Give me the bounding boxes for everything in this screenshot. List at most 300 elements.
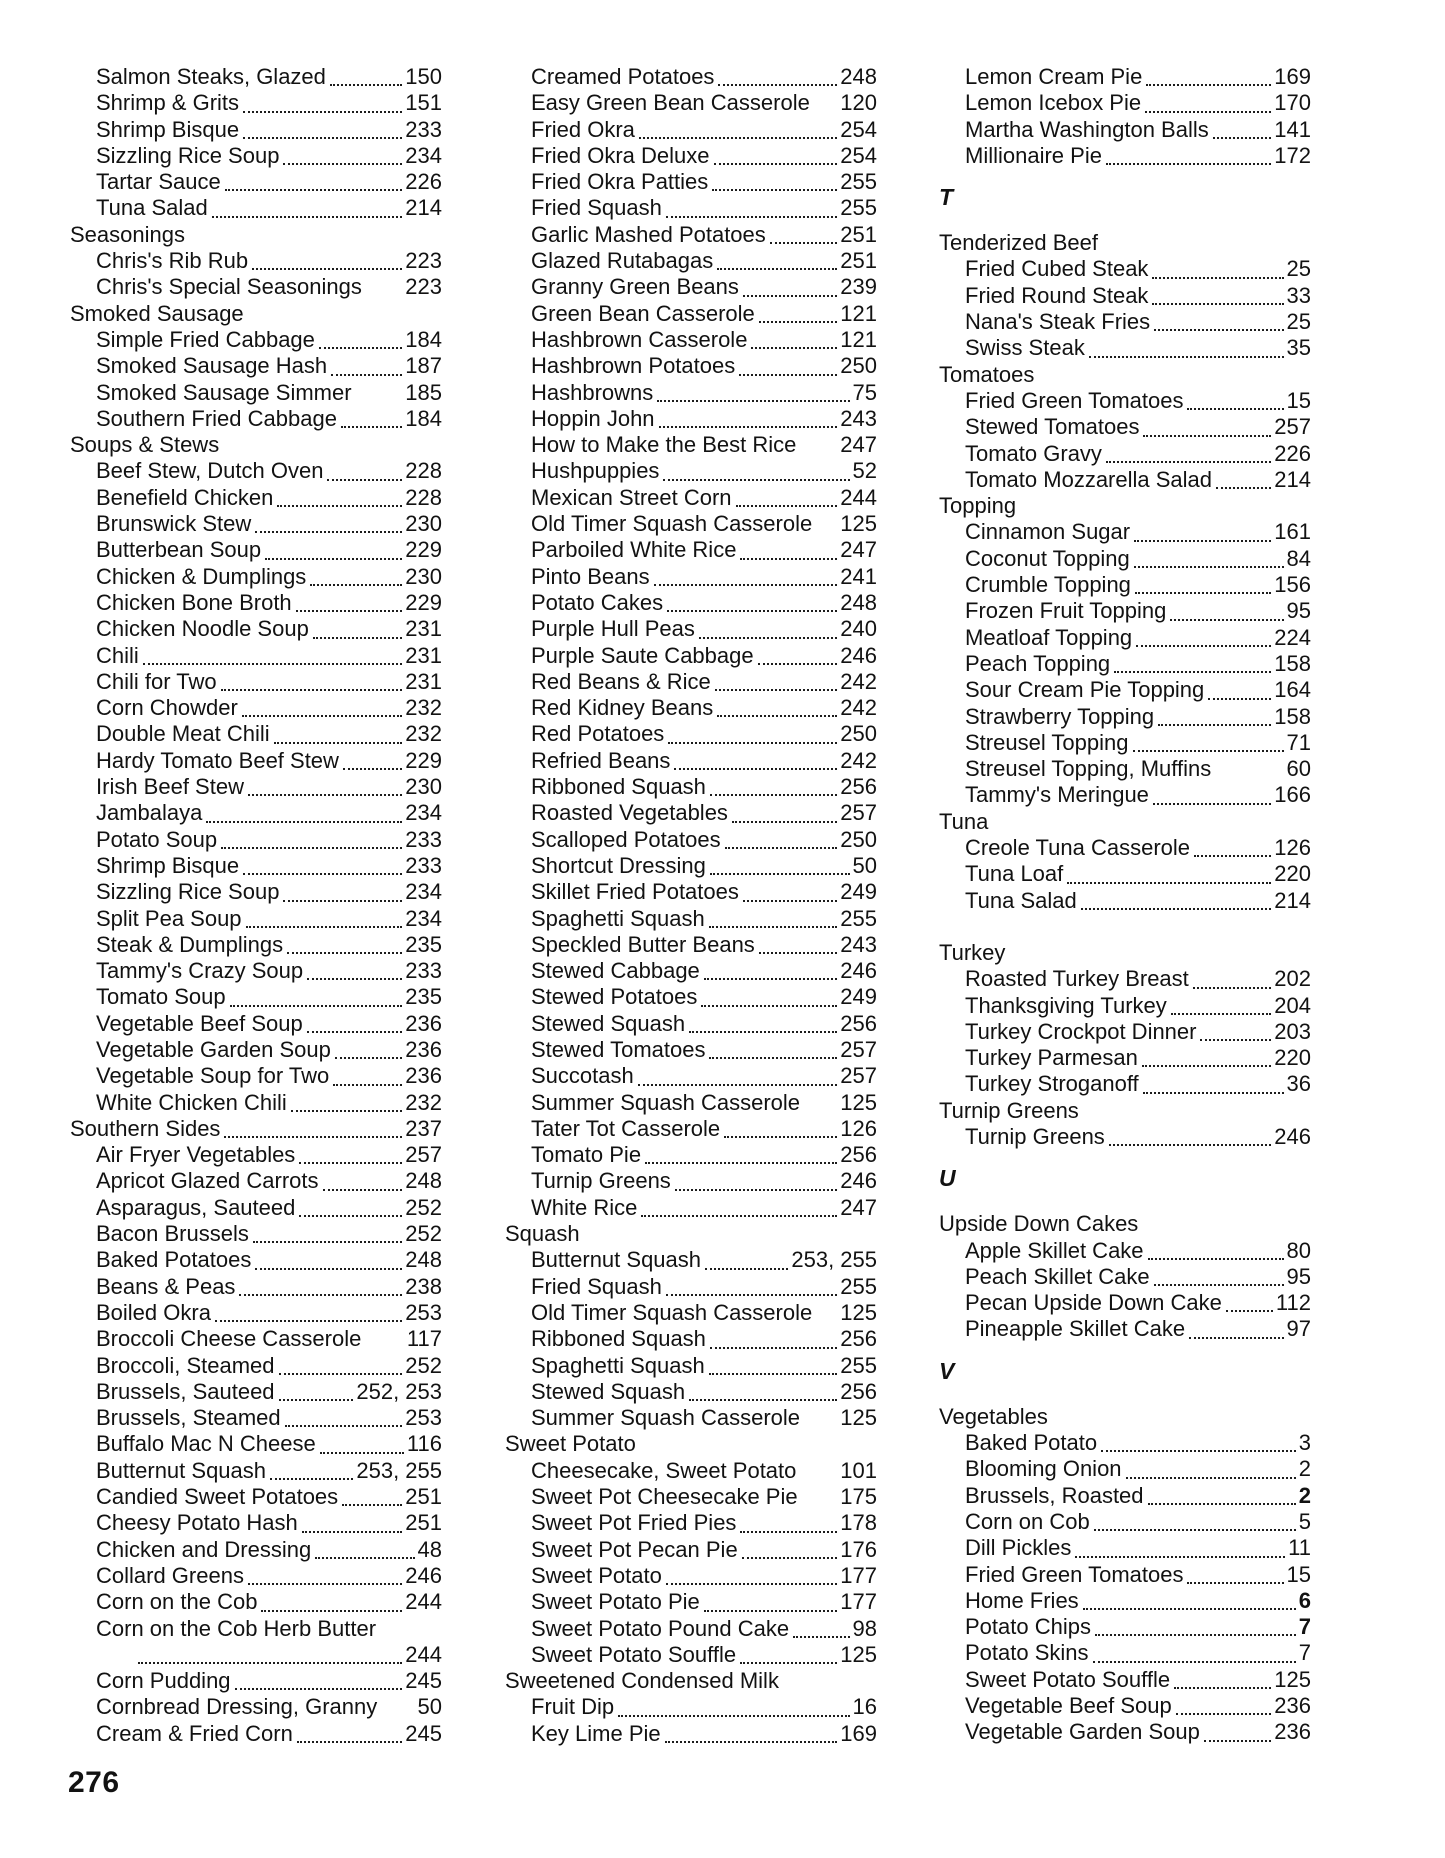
dot-leader bbox=[1083, 1608, 1296, 1610]
entry-label: Red Kidney Beans bbox=[531, 695, 714, 721]
entry-page: 233 bbox=[405, 116, 442, 142]
entry-page: 214 bbox=[1274, 887, 1311, 913]
dot-leader bbox=[1094, 1529, 1296, 1531]
entry-page: 2 bbox=[1298, 1482, 1311, 1508]
entry-label: Sweet Potato Souffle bbox=[531, 1641, 737, 1667]
entry-page: 48 bbox=[417, 1536, 442, 1562]
dot-leader bbox=[212, 216, 403, 218]
entry-page: 35 bbox=[1286, 335, 1311, 361]
index-entry bbox=[505, 695, 877, 721]
entry-label: Old Timer Squash Casserole bbox=[531, 1299, 813, 1325]
entry-page: 220 bbox=[1274, 1045, 1311, 1071]
index-entry bbox=[70, 827, 442, 853]
entry-label: Martha Washington Balls bbox=[965, 116, 1209, 142]
entry-label: Ribboned Squash bbox=[531, 1326, 706, 1352]
index-entry bbox=[939, 1045, 1311, 1071]
entry-page: 233 bbox=[405, 826, 442, 852]
entry-page: 252 bbox=[405, 1221, 442, 1247]
entry-label: Vegetable Beef Soup bbox=[965, 1693, 1172, 1719]
entry-page: 175 bbox=[840, 1484, 877, 1510]
index-entry bbox=[939, 1124, 1311, 1150]
entry-label: Vegetable Soup for Two bbox=[96, 1063, 330, 1089]
entry-page: 238 bbox=[405, 1273, 442, 1299]
index-entry bbox=[70, 1589, 442, 1615]
entry-page: 245 bbox=[405, 1668, 442, 1694]
index-entry bbox=[70, 1326, 442, 1352]
entry-label: Cheesy Potato Hash bbox=[96, 1510, 298, 1536]
dot-leader bbox=[252, 268, 402, 270]
dot-leader bbox=[689, 1031, 837, 1033]
entry-label: Brussels, Roasted bbox=[965, 1482, 1144, 1508]
entry-page: 246 bbox=[840, 642, 877, 668]
entry-page: 229 bbox=[405, 537, 442, 563]
dot-leader bbox=[299, 1215, 402, 1217]
dot-leader bbox=[343, 768, 402, 770]
index-entry bbox=[939, 1430, 1311, 1456]
entry-label: Skillet Fried Potatoes bbox=[531, 879, 739, 905]
entry-label: Turnip Greens bbox=[965, 1123, 1105, 1149]
dot-leader bbox=[1136, 645, 1271, 647]
entry-label: Parboiled White Rice bbox=[531, 537, 737, 563]
entry-label: Shortcut Dressing bbox=[531, 852, 706, 878]
entry-label: Sweet Pot Pecan Pie bbox=[531, 1536, 738, 1562]
entry-label: Stewed Squash bbox=[531, 1378, 686, 1404]
dot-leader bbox=[243, 137, 402, 139]
entry-label: How to Make the Best Rice bbox=[531, 432, 797, 458]
entry-label: Shrimp & Grits bbox=[96, 90, 240, 116]
entry-label: Red Potatoes bbox=[531, 721, 665, 747]
index-entry bbox=[505, 879, 877, 905]
entry-label: Brunswick Stew bbox=[96, 511, 252, 537]
index-entry bbox=[505, 1694, 877, 1720]
section-letter: T bbox=[939, 184, 954, 211]
entry-label: Succotash bbox=[531, 1063, 634, 1089]
entry-label: Garlic Mashed Potatoes bbox=[531, 221, 766, 247]
dot-leader bbox=[1133, 750, 1284, 752]
entry-page: 125 bbox=[840, 511, 877, 537]
dot-leader bbox=[279, 1399, 354, 1401]
dot-leader bbox=[710, 1347, 837, 1349]
dot-leader bbox=[709, 1057, 837, 1059]
entry-label: White Chicken Chili bbox=[96, 1089, 287, 1115]
entry-label: Roasted Vegetables bbox=[531, 800, 728, 826]
entry-page: 250 bbox=[840, 353, 877, 379]
dot-leader bbox=[1146, 84, 1271, 86]
dot-leader bbox=[307, 978, 402, 980]
entry-label: Benefield Chicken bbox=[96, 484, 274, 510]
dot-leader bbox=[674, 768, 837, 770]
entry-page: 25 bbox=[1286, 256, 1311, 282]
entry-page: 237 bbox=[405, 1115, 442, 1141]
entry-label: Millionaire Pie bbox=[965, 142, 1102, 168]
dot-leader bbox=[299, 1162, 402, 1164]
index-entry bbox=[505, 1642, 877, 1668]
entry-label: Tammy's Meringue bbox=[965, 782, 1149, 808]
index-entry bbox=[70, 1484, 442, 1510]
dot-leader bbox=[315, 1557, 414, 1559]
entry-page: 75 bbox=[852, 379, 877, 405]
entry-page: 252 bbox=[405, 1352, 442, 1378]
entry-page: 116 bbox=[406, 1431, 442, 1457]
entry-label: Nana's Steak Fries bbox=[965, 309, 1151, 335]
dot-leader bbox=[221, 847, 402, 849]
index-entry bbox=[505, 485, 877, 511]
index-entry bbox=[70, 695, 442, 721]
entry-label: Creamed Potatoes bbox=[531, 64, 715, 89]
section-header: Soups & Stews bbox=[70, 432, 220, 458]
entry-page: 243 bbox=[840, 405, 877, 431]
dot-leader bbox=[667, 610, 837, 612]
entry-label: White Rice bbox=[531, 1194, 638, 1220]
entry-label: Hashbrown Casserole bbox=[531, 326, 748, 352]
entry-label: Turkey Stroganoff bbox=[965, 1071, 1139, 1097]
entry-label: Fried Squash bbox=[531, 1273, 662, 1299]
dot-leader bbox=[1093, 1661, 1296, 1663]
dot-leader bbox=[307, 1031, 403, 1033]
spacer bbox=[939, 914, 1311, 940]
index-entry bbox=[505, 958, 877, 984]
entry-page: 246 bbox=[405, 1562, 442, 1588]
entry-label: Vegetable Garden Soup bbox=[96, 1036, 331, 1062]
entry-page: 241 bbox=[840, 563, 877, 589]
entry-label: Hushpuppies bbox=[531, 458, 660, 484]
entry-label: Smoked Sausage Hash bbox=[96, 353, 328, 379]
entry-label: Fried Squash bbox=[531, 195, 662, 221]
index-entry bbox=[939, 1640, 1311, 1666]
index-entry bbox=[939, 467, 1311, 493]
entry-page: 177 bbox=[840, 1589, 877, 1615]
dot-leader bbox=[1187, 1582, 1283, 1584]
entry-page: 185 bbox=[405, 379, 442, 405]
entry-page: 254 bbox=[840, 116, 877, 142]
entry-page: 244 bbox=[405, 1641, 442, 1667]
dot-leader bbox=[296, 610, 403, 612]
entry-page: 232 bbox=[405, 695, 442, 721]
entry-label: Fried Green Tomatoes bbox=[965, 387, 1184, 413]
dot-leader bbox=[277, 505, 402, 507]
index-entry bbox=[70, 458, 442, 484]
entry-page: 251 bbox=[840, 221, 877, 247]
dot-leader bbox=[1216, 487, 1271, 489]
dot-leader bbox=[732, 821, 837, 823]
dot-leader bbox=[666, 216, 837, 218]
dot-leader bbox=[279, 1373, 403, 1375]
entry-label: Potato Soup bbox=[96, 826, 218, 852]
index-entry bbox=[939, 1238, 1311, 1264]
entry-page: 246 bbox=[1274, 1123, 1311, 1149]
dot-leader bbox=[225, 189, 403, 191]
index-entry bbox=[939, 1264, 1311, 1290]
entry-page: 234 bbox=[405, 879, 442, 905]
index-entry bbox=[505, 643, 877, 669]
dot-leader bbox=[657, 400, 849, 402]
entry-label: Sour Cream Pie Topping bbox=[965, 677, 1205, 703]
index-entry bbox=[505, 537, 877, 563]
entry-label: Butternut Squash bbox=[531, 1247, 702, 1273]
entry-label: Dill Pickles bbox=[965, 1535, 1072, 1561]
entry-page: 223 bbox=[405, 248, 442, 274]
index-entry bbox=[505, 143, 877, 169]
entry-label: Stewed Tomatoes bbox=[531, 1036, 706, 1062]
dot-leader bbox=[1135, 592, 1271, 594]
entry-page: 234 bbox=[405, 905, 442, 931]
index-entry bbox=[70, 1142, 442, 1168]
entry-label: Vegetable Beef Soup bbox=[96, 1010, 303, 1036]
section-header: Tuna bbox=[939, 808, 989, 834]
entry-label: Pineapple Skillet Cake bbox=[965, 1316, 1186, 1342]
entry-label: Tuna Salad bbox=[965, 887, 1077, 913]
dot-leader bbox=[265, 558, 402, 560]
dot-leader bbox=[770, 242, 838, 244]
dot-leader bbox=[704, 1610, 838, 1612]
entry-page: 161 bbox=[1274, 519, 1311, 545]
dot-leader bbox=[668, 742, 837, 744]
dot-leader bbox=[1174, 1687, 1271, 1689]
entry-label: Apple Skillet Cake bbox=[965, 1237, 1144, 1263]
index-entry bbox=[70, 1221, 442, 1247]
index-entry bbox=[505, 1300, 877, 1326]
entry-page: 251 bbox=[405, 1510, 442, 1536]
entry-page: 169 bbox=[840, 1720, 877, 1746]
index-entry bbox=[505, 616, 877, 642]
dot-leader bbox=[323, 1189, 403, 1191]
entry-label: Baked Potato bbox=[965, 1430, 1098, 1456]
dot-leader bbox=[725, 847, 838, 849]
entry-label: Brussels, Steamed bbox=[96, 1405, 281, 1431]
index-entry bbox=[70, 90, 442, 116]
entry-label: Thanksgiving Turkey bbox=[965, 992, 1167, 1018]
dot-leader bbox=[313, 637, 402, 639]
index-entry bbox=[939, 835, 1311, 861]
dot-leader bbox=[1106, 163, 1271, 165]
entry-page: 16 bbox=[852, 1694, 877, 1720]
dot-leader bbox=[1158, 724, 1271, 726]
entry-label: Easy Green Bean Casserole bbox=[531, 90, 810, 116]
entry-label: Peach Topping bbox=[965, 650, 1111, 676]
entry-page: 256 bbox=[840, 774, 877, 800]
index-entry bbox=[939, 966, 1311, 992]
dot-leader bbox=[638, 1084, 838, 1086]
index-entry bbox=[505, 458, 877, 484]
index-entry bbox=[505, 380, 877, 406]
dot-leader bbox=[283, 900, 402, 902]
index-entry bbox=[939, 414, 1311, 440]
entry-page: 15 bbox=[1286, 387, 1311, 413]
entry-page: 232 bbox=[405, 1089, 442, 1115]
index-entry bbox=[70, 853, 442, 879]
dot-leader bbox=[215, 1320, 402, 1322]
entry-label: Chicken and Dressing bbox=[96, 1536, 312, 1562]
dot-leader bbox=[243, 873, 402, 875]
entry-label: Spaghetti Squash bbox=[531, 1352, 705, 1378]
index-entry bbox=[70, 1274, 442, 1300]
index-entry bbox=[939, 677, 1311, 703]
section-header: Topping bbox=[939, 493, 1017, 519]
entry-label: Frozen Fruit Topping bbox=[965, 598, 1167, 624]
entry-page: 243 bbox=[840, 931, 877, 957]
entry-label: Cinnamon Sugar bbox=[965, 519, 1131, 545]
entry-label: Corn Chowder bbox=[96, 695, 238, 721]
index-entry bbox=[70, 1379, 442, 1405]
dot-leader bbox=[255, 1268, 402, 1270]
index-entry bbox=[939, 519, 1311, 545]
index-entry bbox=[505, 64, 877, 90]
index-entry bbox=[70, 1168, 442, 1194]
dot-leader bbox=[654, 584, 838, 586]
entry-label: Cheesecake, Sweet Potato bbox=[531, 1457, 797, 1483]
entry-label: Meatloaf Topping bbox=[965, 624, 1133, 650]
dot-leader bbox=[1152, 277, 1283, 279]
dot-leader bbox=[1148, 1258, 1284, 1260]
entry-page: 247 bbox=[840, 1194, 877, 1220]
entry-page: 25 bbox=[1286, 309, 1311, 335]
index-entry bbox=[70, 117, 442, 143]
dot-leader bbox=[1154, 1284, 1284, 1286]
dot-leader bbox=[1143, 435, 1271, 437]
entry-page: 236 bbox=[405, 1063, 442, 1089]
index-entry bbox=[70, 1721, 442, 1747]
index-entry bbox=[505, 906, 877, 932]
entry-page: 33 bbox=[1286, 282, 1311, 308]
entry-page: 253 bbox=[405, 1405, 442, 1431]
entry-page: 101 bbox=[840, 1457, 877, 1483]
entry-label: Tater Tot Casserole bbox=[531, 1115, 721, 1141]
entry-page: 256 bbox=[840, 1378, 877, 1404]
dot-leader bbox=[742, 1557, 838, 1559]
entry-label: Beef Stew, Dutch Oven bbox=[96, 458, 324, 484]
dot-leader bbox=[248, 794, 402, 796]
entry-label: Speckled Butter Beans bbox=[531, 931, 755, 957]
entry-label: Corn on the Cob bbox=[96, 1589, 258, 1615]
index-entry bbox=[939, 1535, 1311, 1561]
entry-page: 98 bbox=[852, 1615, 877, 1641]
entry-page: 164 bbox=[1274, 677, 1311, 703]
entry-page: 6 bbox=[1298, 1587, 1311, 1613]
index-entry bbox=[939, 64, 1311, 90]
entry-label: Butternut Squash bbox=[96, 1457, 267, 1483]
entry-label: Fried Cubed Steak bbox=[965, 256, 1149, 282]
entry-label: Pinto Beans bbox=[531, 563, 650, 589]
dot-leader bbox=[743, 295, 837, 297]
index-entry bbox=[505, 1563, 877, 1589]
dot-leader bbox=[1142, 1065, 1271, 1067]
index-entry bbox=[939, 1509, 1311, 1535]
index-entry bbox=[505, 195, 877, 221]
index-entry bbox=[505, 1195, 877, 1221]
entry-page: 170 bbox=[1274, 90, 1311, 116]
entry-page: 252, 253 bbox=[356, 1378, 442, 1404]
dot-leader bbox=[1089, 356, 1284, 358]
dot-leader bbox=[248, 1583, 402, 1585]
dot-leader bbox=[1200, 1039, 1271, 1041]
entry-page: 172 bbox=[1274, 142, 1311, 168]
index-entry bbox=[505, 1510, 877, 1536]
dot-leader bbox=[1226, 1310, 1273, 1312]
index-entry bbox=[939, 1483, 1311, 1509]
index-entry bbox=[505, 1116, 877, 1142]
index-entry bbox=[939, 90, 1311, 116]
entry-label: Tomato Pie bbox=[531, 1142, 642, 1168]
dot-leader bbox=[1081, 908, 1272, 910]
dot-leader bbox=[1189, 1337, 1283, 1339]
entry-page: 11 bbox=[1288, 1535, 1311, 1561]
dot-leader bbox=[302, 1531, 403, 1533]
entry-page: 235 bbox=[405, 931, 442, 957]
index-entry bbox=[505, 169, 877, 195]
index-entry bbox=[70, 1011, 442, 1037]
index-entry bbox=[70, 800, 442, 826]
index-entry bbox=[939, 861, 1311, 887]
entry-page: 254 bbox=[840, 142, 877, 168]
dot-leader bbox=[1101, 1450, 1296, 1452]
entry-page: 236 bbox=[1274, 1693, 1311, 1719]
dot-leader bbox=[1176, 1713, 1272, 1715]
dot-leader bbox=[705, 1268, 788, 1270]
entry-page: 50 bbox=[852, 852, 877, 878]
entry-label: Hashbrowns bbox=[531, 379, 654, 405]
dot-leader bbox=[712, 189, 837, 191]
index-entry bbox=[70, 1195, 442, 1221]
entry-label: Lemon Cream Pie bbox=[965, 64, 1143, 89]
entry-label: Sweet Potato Pie bbox=[531, 1589, 700, 1615]
entry-label: Corn on the Cob Herb Butter bbox=[96, 1615, 377, 1641]
entry-page: 121 bbox=[840, 326, 877, 352]
dot-leader bbox=[330, 84, 402, 86]
index-entry bbox=[939, 782, 1311, 808]
index-entry bbox=[939, 1456, 1311, 1482]
entry-page: 249 bbox=[840, 984, 877, 1010]
index-entry bbox=[505, 800, 877, 826]
entry-label: Turnip Greens bbox=[531, 1168, 671, 1194]
entry-label: Chicken & Dumplings bbox=[96, 563, 307, 589]
section-header: Sweet Potato bbox=[505, 1431, 636, 1457]
index-entry bbox=[70, 1616, 442, 1642]
entry-page: 232 bbox=[405, 721, 442, 747]
entry-page: 234 bbox=[405, 142, 442, 168]
entry-page: 125 bbox=[840, 1641, 877, 1667]
dot-leader bbox=[224, 1136, 402, 1138]
dot-leader bbox=[740, 1531, 837, 1533]
index-entry bbox=[505, 353, 877, 379]
entry-page: 246 bbox=[840, 1168, 877, 1194]
dot-leader bbox=[701, 1005, 837, 1007]
dot-leader bbox=[287, 952, 402, 954]
entry-page: 249 bbox=[840, 879, 877, 905]
entry-page: 203 bbox=[1274, 1018, 1311, 1044]
index-entry bbox=[939, 1614, 1311, 1640]
entry-page: 240 bbox=[840, 616, 877, 642]
index-entry bbox=[939, 625, 1311, 651]
entry-label: Home Fries bbox=[965, 1587, 1079, 1613]
index-entry bbox=[939, 730, 1311, 756]
entry-page: 169 bbox=[1274, 64, 1311, 89]
dot-leader bbox=[1067, 882, 1271, 884]
dot-leader bbox=[1126, 1477, 1296, 1479]
dot-leader bbox=[665, 1741, 838, 1743]
section-header: Turkey bbox=[939, 939, 1006, 965]
entry-label: Strawberry Topping bbox=[965, 703, 1155, 729]
index-entry bbox=[505, 1168, 877, 1194]
entry-page: 253, 255 bbox=[791, 1247, 877, 1273]
entry-label: Tuna Loaf bbox=[965, 861, 1064, 887]
entry-page: 255 bbox=[840, 1273, 877, 1299]
entry-page: 229 bbox=[405, 747, 442, 773]
dot-leader bbox=[1154, 329, 1283, 331]
entry-label: Coconut Topping bbox=[965, 545, 1130, 571]
entry-page: 256 bbox=[840, 1010, 877, 1036]
entry-page: 120 bbox=[840, 90, 877, 116]
dot-leader bbox=[718, 84, 837, 86]
